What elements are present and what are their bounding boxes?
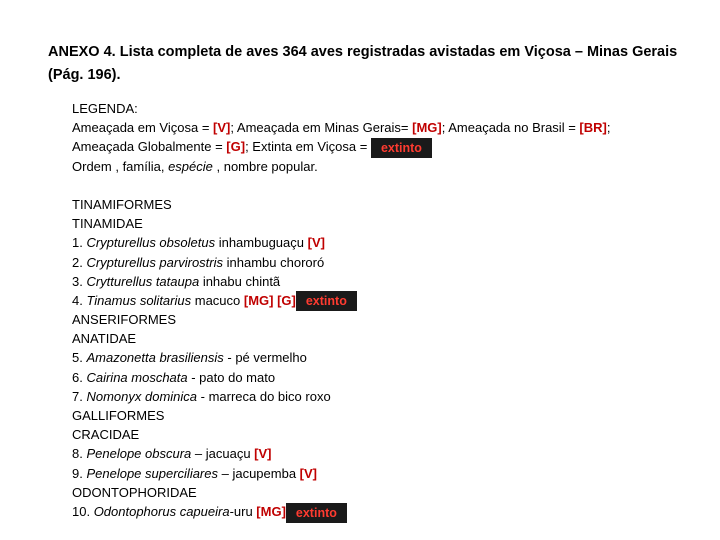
tag-brasil: [BR] [579,120,607,136]
species-scientific-name: Cairina moschata [86,369,188,385]
threat-tag: [MG] [256,503,286,519]
threat-tag: [V] [299,465,318,481]
species-entry [72,502,712,521]
threat-tag: [V] [254,446,272,462]
legend-text: , nombre popular. [212,158,318,174]
species-scientific-name: Amazonetta brasiliensis [86,350,224,366]
legend-text: ; Ameaçada em Minas Gerais= [230,120,413,136]
tag-global: [G] [226,139,246,155]
extinct-badge: extinto [286,503,347,523]
species-popular-name: - pato do mato [187,369,276,385]
legend-text: Ordem , família, [72,158,169,174]
species-popular-name: - marreca do bico roxo [197,388,331,404]
species-entry [72,444,712,463]
species-number: 3. [72,273,87,289]
species-number: 9. [72,465,87,481]
species-popular-name: inhambuguaçu [215,235,308,251]
legend-heading: LEGENDA: [72,101,138,116]
species-entry [72,387,712,406]
order-heading: GALLIFORMES [72,408,165,423]
tag-minas-gerais: [MG] [412,120,442,136]
species-scientific-name: Crytturellus tataupa [86,273,200,289]
species-scientific-name: Odontophorus capueira [93,503,230,519]
order-heading: ANSERIFORMES [72,312,177,328]
species-scientific-name: Penelope obscura [86,446,192,462]
species-popular-name: - pé vermelho [223,350,307,366]
species-entry [72,272,712,291]
legend-text: ; Extinta em Viçosa = [245,139,371,155]
threat-tag: [MG] [G] [243,292,296,308]
species-popular-name: -uru [229,503,257,519]
legend-text: ; Ameaçada no Brasil = [441,120,580,136]
legend-text: Ameaçada em Viçosa = [72,120,214,136]
family-heading: ODONTOPHORIDAE [72,484,197,500]
species-number: 5. [72,350,87,366]
species-number: 7. [72,388,87,404]
species-entry [72,464,712,483]
species-scientific-name: Tinamus solitarius [86,292,192,308]
legend-line-3 [72,157,712,176]
bird-list-body [72,99,712,521]
family-heading: TINAMIDAE [72,216,143,232]
species-scientific-name: Crypturellus obsoletus [86,235,216,251]
species-number: 2. [72,254,87,270]
species-scientific-name: Crypturellus parvirostris [86,254,224,270]
species-number: 1. [72,235,87,251]
order-heading: TINAMIFORMES [72,196,172,212]
species-entry [72,233,712,252]
species-entry [72,348,712,367]
legend-text: Ameaçada Globalmente = [72,139,227,155]
species-popular-name: macuco [191,292,244,308]
species-popular-name: inhambu chororó [223,254,325,270]
species-scientific-name: Nomonyx dominica [86,388,198,404]
species-number: 8. [72,446,87,462]
annex-title: ANEXO 4. Lista completa de aves 364 aves registradas avistadas em Viçosa – Minas Gerais (Pág. 196). [48,44,678,83]
extinct-badge: extinto [296,291,357,311]
threat-tag: [V] [307,235,325,251]
legend-line-2 [72,137,712,156]
species-popular-name: – jacupemba [218,465,300,481]
species-popular-name: inhabu chintã [199,273,281,289]
family-heading: ANATIDAE [72,331,137,347]
species-number: 10. [72,503,94,519]
species-popular-name: – jacuaçu [191,446,255,462]
extinct-badge: extinto [371,138,432,158]
species-entry [72,253,712,272]
species-scientific-name: Penelope superciliares [86,465,218,481]
legend-text: ; [606,120,611,136]
species-number: 4. [72,292,87,308]
species-entry [72,291,712,310]
species-entry [72,368,712,387]
legend-line-1 [72,118,712,137]
legend-text: espécie [168,158,213,174]
species-number: 6. [72,369,87,385]
family-heading: CRACIDAE [72,427,140,443]
tag-viçosa: [V] [213,120,231,136]
